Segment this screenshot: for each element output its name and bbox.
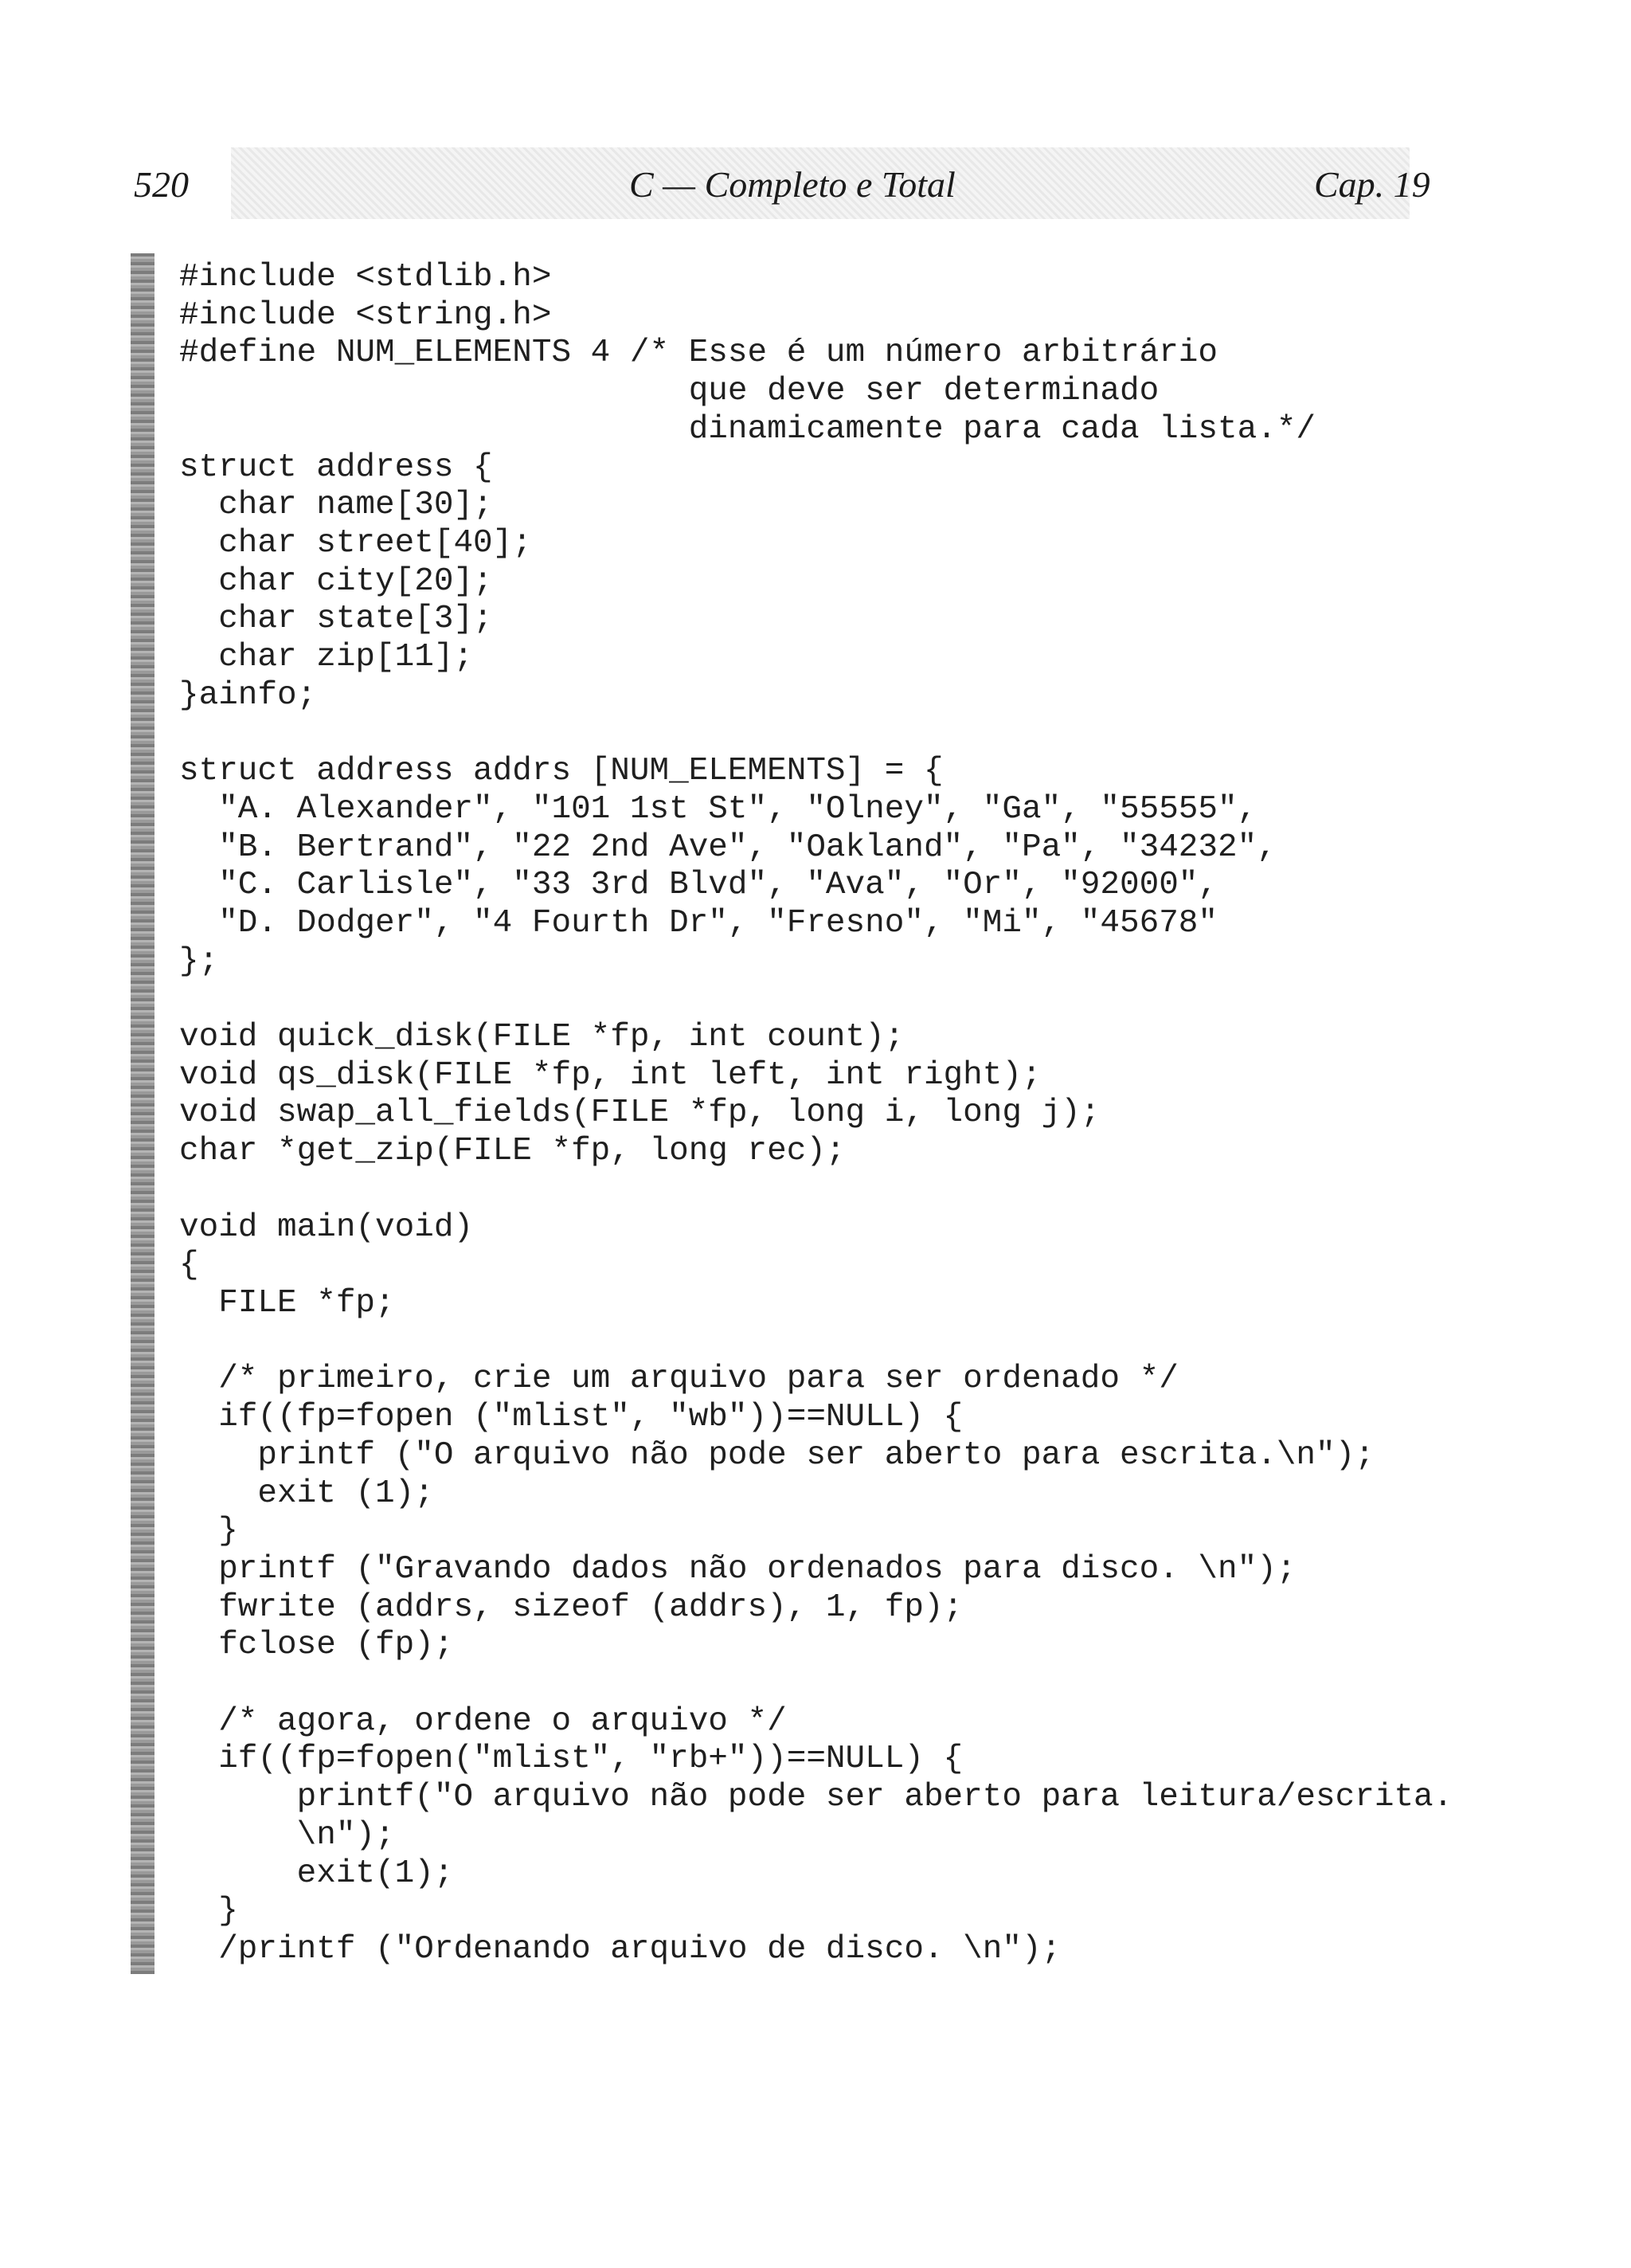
- code-line: void main(void): [179, 1208, 474, 1246]
- code-line: "A. Alexander", "101 1st St", "Olney", "Ga", "55555",: [179, 790, 1257, 828]
- code-line: #define NUM_ELEMENTS 4 /* Esse é um número arbitrário: [179, 335, 1218, 372]
- code-line: fwrite (addrs, sizeof (addrs), 1, fp);: [179, 1588, 964, 1626]
- code-line: };: [179, 942, 219, 980]
- code-line: printf ("Gravando dados não ordenados para disco. \n");: [179, 1550, 1297, 1588]
- code-line: void quick_disk(FILE *fp, int count);: [179, 1019, 905, 1056]
- code-line: }: [179, 1893, 238, 1930]
- code-line: "C. Carlisle", "33 3rd Blvd", "Ava", "Or", "92000",: [179, 867, 1218, 904]
- code-line: char *get_zip(FILE *fp, long rec);: [179, 1133, 846, 1170]
- code-line: void swap_all_fields(FILE *fp, long i, long j);: [179, 1095, 1101, 1132]
- code-line: char city[20];: [179, 562, 493, 600]
- code-line: struct address {: [179, 449, 493, 486]
- code-line: char name[30];: [179, 487, 493, 524]
- code-line: /printf ("Ordenando arquivo de disco. \n");: [179, 1930, 1062, 1968]
- code-line: if((fp=fopen ("mlist", "wb"))==NULL) {: [179, 1399, 964, 1436]
- code-line: struct address addrs [NUM_ELEMENTS] = {: [179, 753, 944, 790]
- code-line: /* primeiro, crie um arquivo para ser ordenado */: [179, 1361, 1179, 1398]
- page-number: 520: [134, 164, 189, 205]
- code-line: void qs_disk(FILE *fp, int left, int right);: [179, 1056, 1042, 1094]
- code-line: \n");: [179, 1816, 395, 1854]
- code-line: exit (1);: [179, 1475, 434, 1512]
- code-listing: [179, 259, 1453, 1969]
- code-line: #include <stdlib.h>: [179, 259, 552, 296]
- code-line: dinamicamente para cada lista.*/: [179, 410, 1316, 448]
- code-line: "B. Bertrand", "22 2nd Ave", "Oakland", "Pa", "34232",: [179, 828, 1277, 866]
- code-line: FILE *fp;: [179, 1284, 395, 1322]
- code-line: printf("O arquivo não pode ser aberto para leitura/escrita.: [179, 1779, 1453, 1816]
- code-line: char state[3];: [179, 601, 493, 638]
- code-line: }ainfo;: [179, 676, 317, 714]
- code-line: "D. Dodger", "4 Fourth Dr", "Fresno", "Mi", "45678": [179, 904, 1218, 942]
- chapter-label: Cap. 19: [1314, 164, 1430, 205]
- code-line: if((fp=fopen("mlist", "rb+"))==NULL) {: [179, 1741, 964, 1778]
- code-line: {: [179, 1247, 199, 1284]
- code-line: printf ("O arquivo não pode ser aberto para escrita.\n");: [179, 1436, 1375, 1474]
- code-line: char street[40];: [179, 524, 532, 562]
- code-line: fclose (fp);: [179, 1627, 454, 1664]
- code-line: que deve ser determinado: [179, 373, 1160, 410]
- code-line: char zip[11];: [179, 639, 474, 676]
- code-line: /* agora, ordene o arquivo */: [179, 1702, 787, 1740]
- code-line: }: [179, 1513, 238, 1550]
- code-line: #include <string.h>: [179, 296, 552, 334]
- running-title: C — Completo e Total: [629, 164, 956, 205]
- code-line: exit(1);: [179, 1855, 454, 1892]
- margin-bar: [131, 253, 154, 1974]
